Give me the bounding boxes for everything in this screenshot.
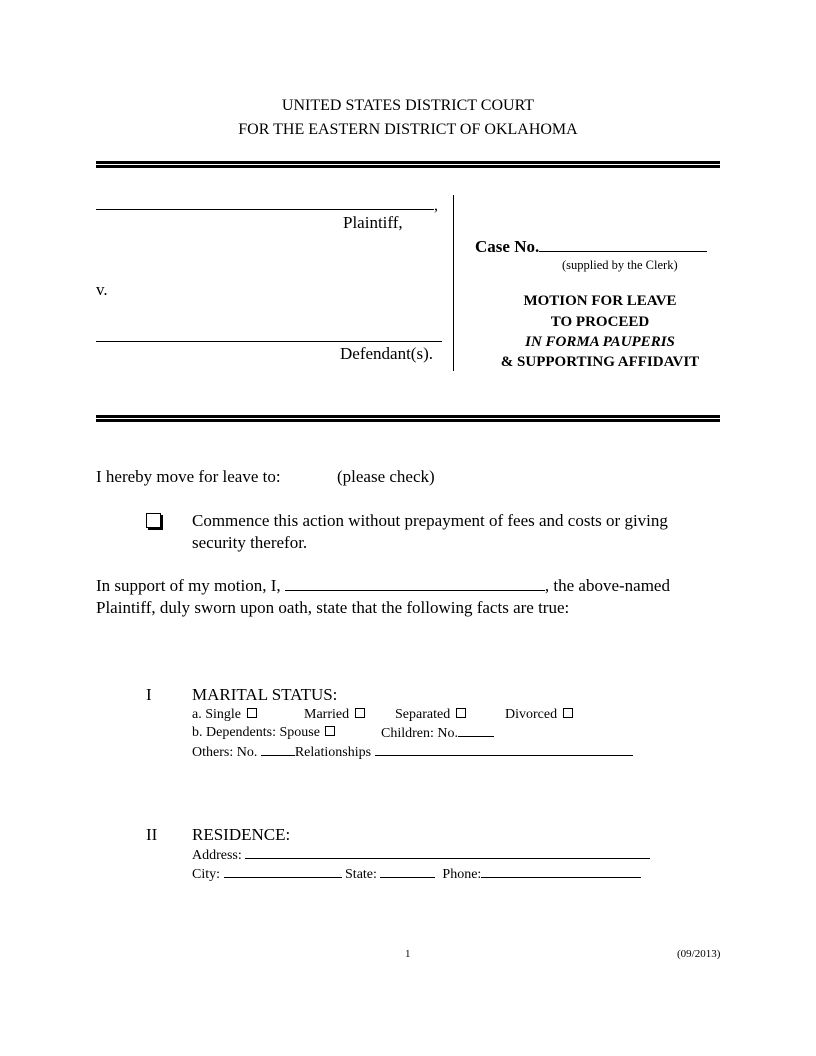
bottom-double-rule — [96, 415, 720, 422]
case-number-field[interactable] — [475, 236, 707, 257]
checkbox-icon — [146, 513, 161, 528]
city-field[interactable] — [224, 866, 342, 878]
section-i-numeral: I — [146, 685, 152, 704]
section-ii-numeral: II — [146, 825, 158, 844]
children-count-field[interactable] — [458, 725, 494, 737]
marital-separated[interactable]: Separated — [395, 707, 466, 723]
defendant-label: Defendant(s). — [340, 344, 433, 363]
top-double-rule — [96, 161, 720, 168]
court-name: UNITED STATES DISTRICT COURT — [281, 97, 535, 114]
option-commence-line2: security therefor. — [192, 533, 308, 552]
marital-divorced[interactable]: Divorced — [505, 707, 573, 723]
motion-title-2: TO PROCEED — [550, 314, 650, 330]
others-row: Others: No. Relationships — [192, 744, 633, 761]
address-row: Address: — [192, 847, 650, 864]
option-commence-line1: Commence this action without prepayment of fees and costs or giving — [192, 511, 668, 530]
support-statement-line2: Plaintiff, duly sworn upon oath, state that the following facts are true: — [96, 598, 570, 617]
spouse-checkbox[interactable] — [325, 726, 335, 736]
section-ii-title: RESIDENCE: — [192, 825, 291, 844]
affiant-name-line[interactable] — [285, 576, 545, 591]
versus: v. — [96, 280, 108, 299]
form-revision-date: (09/2013) — [677, 948, 721, 960]
commence-checkbox[interactable] — [146, 513, 161, 533]
single-checkbox[interactable] — [247, 708, 257, 718]
motion-title-3: IN FORMA PAUPERIS — [525, 334, 675, 350]
case-no-label: Case No. — [475, 237, 540, 256]
motion-intro: I hereby move for leave to: — [96, 467, 281, 486]
plaintiff-name-line[interactable]: , — [96, 195, 438, 215]
separated-checkbox[interactable] — [456, 708, 466, 718]
state-field[interactable] — [380, 866, 435, 878]
city-state-phone-row: City: State: Phone: — [192, 866, 641, 883]
divorced-checkbox[interactable] — [563, 708, 573, 718]
please-check: (please check) — [337, 467, 435, 486]
support-statement-line1: In support of my motion, I, , the above-named — [96, 576, 670, 595]
dependents-children: Children: No. — [381, 725, 494, 742]
caption-divider — [453, 195, 454, 371]
page-number: 1 — [405, 948, 411, 960]
section-i-title: MARITAL STATUS: — [192, 685, 338, 704]
plaintiff-label: Plaintiff, — [343, 213, 403, 232]
marital-married[interactable]: Married — [304, 707, 365, 723]
court-district: FOR THE EASTERN DISTRICT OF OKLAHOMA — [238, 121, 578, 138]
motion-title-1: MOTION FOR LEAVE — [523, 293, 677, 309]
others-count-field[interactable] — [261, 744, 295, 756]
relationships-field[interactable] — [375, 744, 633, 756]
dependents-spouse[interactable]: b. Dependents: Spouse — [192, 725, 335, 741]
motion-title-4: & SUPPORTING AFFIDAVIT — [500, 354, 700, 370]
address-field[interactable] — [245, 847, 650, 859]
marital-single[interactable]: a. Single — [192, 707, 257, 723]
supplied-by-clerk: (supplied by the Clerk) — [562, 258, 678, 272]
married-checkbox[interactable] — [355, 708, 365, 718]
phone-field[interactable] — [481, 866, 641, 878]
